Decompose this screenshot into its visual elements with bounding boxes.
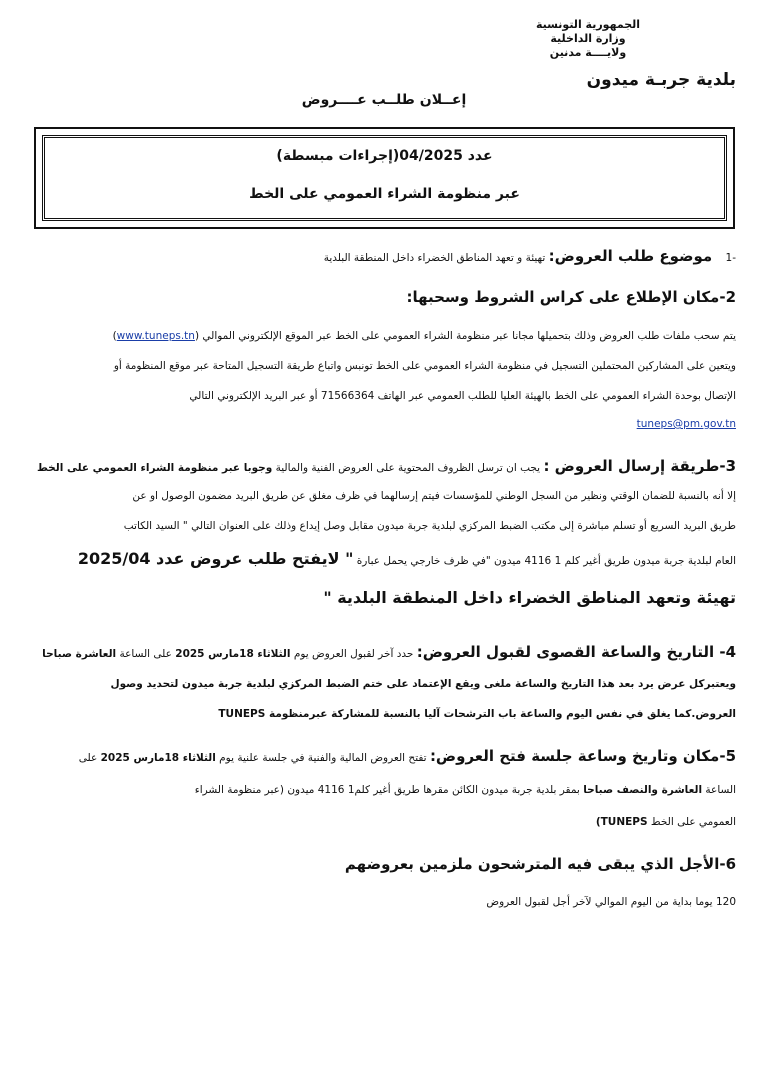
letterhead-ministry: وزارة الداخلية	[550, 32, 626, 45]
section-3-line-2: إلا أنه بالنسبة للضمان الوقتي ونظير من السجل الوطني للمؤسسات فيتم إرسالهما في ظرف مغلق عن طريق البريد مضمون الوصول او عن	[132, 490, 736, 502]
section-1	[32, 242, 736, 272]
section-2-heading: 2-مكان الإطلاع على كراس الشروط وسحبها:	[406, 288, 736, 306]
section-5-line-3: العمومي على الخط TUNEPS)	[595, 816, 736, 828]
page-title: إعــلان طلــب عــــروض	[301, 92, 467, 108]
section-3-line-1: 3-طريقة إرسال العروض : يجب ان ترسل الظروف المحتوية على العروض الفنية والمالية وجوبا عبر منظومة الشراء العمومي على الخط	[36, 457, 736, 475]
section-5-line-1: 5-مكان وتاريخ وساعة جلسة فتح العروض: تفتح العروض المالية والفنية في جلسة علنية يوم الثلاثاء 18مارس 2025 على	[78, 747, 736, 765]
section-3-line-5: تهيئة وتعهد المناطق الخضراء داخل المنطقة البلدية "	[323, 588, 736, 607]
section-1-number: -1	[725, 252, 736, 264]
section-4-line-3: العروض.كما يغلق في نفس اليوم والساعة باب الترشحات آليا بالنسبة للمشاركة عبرمنظومة TUNEPS	[218, 708, 736, 720]
section-4-line-1: 4- التاريخ والساعة القصوى لقبول العروض: حدد آخر لقبول العروض يوم الثلاثاء 18مارس 2025 على الساعة العاشرة صباحا	[42, 643, 736, 661]
section-1-text: تهيئة و تعهد المناطق الخضراء داخل المنطقة البلدية	[323, 252, 546, 264]
section-5-line-2: الساعة العاشرة والنصف صباحا بمقر بلدية جربة ميدون الكائن مقرها طريق أغير كلم1 4116 ميدون (عبر منظومة الشراء	[194, 784, 736, 796]
section-5-heading: 5-مكان وتاريخ وساعة جلسة فتح العروض:	[429, 747, 736, 765]
letterhead	[468, 18, 708, 60]
municipality-name: بلدية جربـة ميدون	[586, 70, 736, 90]
tender-number: عدد 04/2025(إجراءات مبسطة)	[276, 148, 493, 164]
section-4-heading: 4- التاريخ والساعة القصوى لقبول العروض:	[416, 643, 736, 661]
section-1-label: موضوع طلب العروض:	[548, 247, 713, 265]
tuneps-website-link[interactable]: www.tuneps.tn	[116, 330, 195, 342]
section-2-line-2: ويتعين على المشاركين المحتملين التسجيل في منظومة الشراء العمومي على الخط تونبس واتباع طريقة التسجيل المتاحة عبر موقع المنظومة أو	[113, 360, 736, 372]
section-3-line-3: طريق البريد السريع أو تسلم مباشرة إلى مكتب الضبط المركزي لبلدية جربة ميدون مقابل وصل إيداع وذلك على العنوان التالي " السيد الكاتب	[123, 520, 736, 532]
tuneps-email-link[interactable]: tuneps@pm.gov.tn	[636, 418, 736, 430]
section-6-text: 120 يوما بداية من اليوم الموالي لآخر أجل لقبول العروض	[486, 896, 736, 908]
section-2-line-1: يتم سحب ملفات طلب العروض وذلك بتحميلها مجانا عبر منظومة الشراء العمومي على الخط عبر الموقع الإلكتروني الموالي (www.tuneps.tn)	[112, 330, 736, 342]
section-2-line-4	[32, 410, 736, 438]
section-4-line-2: ويعتبركل عرض يرد بعد هذا التاريخ والساعة ملغى ويقع الإعتماد على ختم الضبط المركزي لبلدية جربة ميدون لتحديد وصول	[110, 678, 736, 690]
section-2-line-3: الإتصال بوحدة الشراء العمومي على الخط بالهيئة العليا للطلب العمومي عبر الهاتف 71566364 أو عبر البريد الإلكتروني التالي	[189, 390, 736, 402]
section-3-heading: 3-طريقة إرسال العروض :	[543, 457, 736, 475]
section-3-line-4: العام لبلدية جربة ميدون طريق أغير كلم 1 4116 ميدون "في ظرف خارجي يحمل عبارة " لايفتح طلب عروض عدد 2025/04	[77, 549, 736, 568]
letterhead-governorate: ولايــــة مدنين	[549, 46, 627, 59]
tender-reference-box	[34, 127, 735, 229]
section-6-heading: 6-الأجل الذي يبقى فيه المترشحون ملزمين بعروضهم	[344, 855, 736, 873]
tender-platform: عبر منظومة الشراء العمومي على الخط	[249, 186, 520, 202]
letterhead-republic: الجمهورية التونسية	[535, 18, 641, 31]
